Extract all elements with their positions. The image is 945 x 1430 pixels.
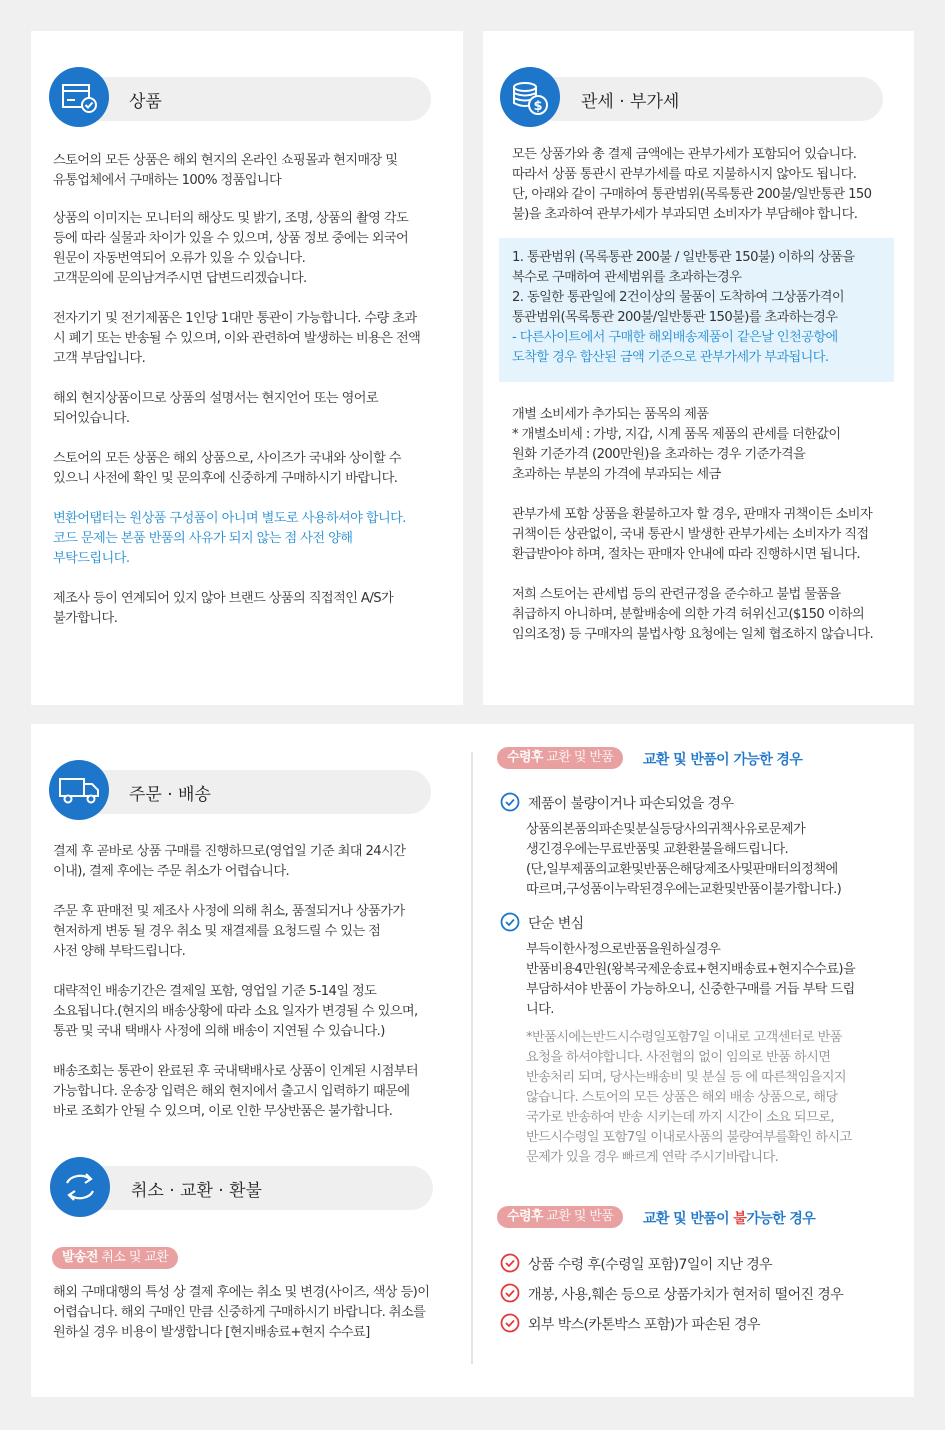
customs-card [483,31,914,705]
cancel-header [83,1166,433,1210]
after-receipt-pill-2-text: 교환 및 반품 [542,1209,614,1224]
product-text-5: 스토어의 모든 상품은 해외 상품으로, 사이즈가 국내와 상이할 수 있으니 사전에 확인 및 문의후에 신중하게 구매하시기 바랍니다. [53,451,401,486]
coins-dollar-icon [500,67,560,127]
order-title: 주문 · 배송 [129,785,211,805]
customs-text-3: 관부가세 포함 상품을 환불하고자 할 경우, 판매자 귀책이든 소비자 귀책이든 상관없이, 국내 통관시 발생한 관부가세는 소비자가 직접 환급받아야 하며, 절차는 판매자 안내에 따라 진행하시면 됩니다. [512,507,873,562]
before-shipping-pill-text: 취소 및 교환 [97,1250,169,1265]
customs-note-box [499,238,894,382]
order-text-3: 대략적인 배송기간은 결제일 포함, 영업일 기준 5-14일 정도 소요됩니다.(현지의 배송상황에 따라 소요 일자가 변경될 수 있으며, 통관 및 국내 택배사 사정에 의해 배송이 지연될 수 있습니다.) [53,984,418,1039]
after-receipt-pill-1-text: 교환 및 반품 [542,750,614,765]
return-impossible-red: 불 [733,1211,747,1227]
svg-text:$: $ [533,99,543,114]
after-receipt-pill-1-bold: 수령후 [507,750,543,765]
product-text-1: 스토어의 모든 상품은 해외 현지의 온라인 쇼핑몰과 현지매장 및 유통업체에서 구매하는 100% 정품입니다 [53,153,398,188]
return-impossible-post: 가능한 경우 [746,1211,816,1227]
customs-text-1: 모든 상품가와 총 결제 금액에는 관부가세가 포함되어 있습니다. 따라서 상품 통관시 관부가세를 따로 지불하시지 않아도 됩니다. 단, 아래와 같이 구매하여 통관범위(목록통관 200불/일반통관 150 불)을 초과하여 관부가세가 부과되면 소비자가 부담해야 합니다. [512,147,872,222]
before-shipping-pill-bold: 발송전 [62,1250,98,1265]
non-return-case-2: 개봉, 사용,훼손 등으로 상품가치가 현저히 떨어진 경우 [528,1287,844,1303]
after-receipt-pill-1 [497,747,623,769]
product-text-4: 해외 현지상품이므로 상품의 설명서는 현지언어 또는 영어로 되어있습니다. [53,391,379,426]
order-text-2: 주문 후 판매전 및 제조사 사정에 의해 취소, 품절되거나 상품가가 현저하게 변동 될 경우 취소 및 재결제를 요청드릴 수 있는 점 사전 양해 부탁드립니다. [53,904,405,959]
order-text-1: 결제 후 곧바로 상품 구매를 진행하므로(영업일 기준 최대 24시간 이내), 결제 후에는 주문 취소가 어렵습니다. [53,844,406,879]
return-impossible-pre: 교환 및 반품이 [643,1211,734,1227]
product-card [31,31,463,705]
check-circle-icon [500,912,520,932]
return-possible-caption: 교환 및 반품이 가능한 경우 [643,752,803,768]
return-policy-note: *반품시에는반드시수령일포함7일 이내로 고객센터로 반품 요청을 하셔야합니다. 사전협의 없이 임의로 반품 하시면 반송처리 되며, 당사는배송비 및 분실 등 에 따른책임을지지 않습니다. 스토어의 모든 상품은 해외 배송 상품으로, 해당 국가로 반송하여 반송 시키는데 까지 시간이 소요 되므로, 반드시수령일 포함7일 이내로사품의 불량여부를확인 하시고 문제가 있을 경우 빠르게 연락 주시기바랍니다. [526,1030,852,1165]
after-receipt-pill-2 [497,1206,623,1228]
before-shipping-pill [52,1247,178,1269]
customs-text-4: 저희 스토어는 관세법 등의 관련규정을 준수하고 불법 물품을 취급하지 아니하며, 분할배송에 의한 가격 허위신고($150 이하의 임의조정) 등 구매자의 불법사항 요청에는 일체 협조하지 않습니다. [512,587,874,642]
customs-note-text: 1. 통관범위 (목록통관 200불 / 일반통관 150불) 이하의 상품을 복수로 구매하여 관세범위를 초과하는경우 2. 동일한 통관일에 2건이상의 물품이 도착하여 그상품가격이 통관범위(목록통관 200불/일반통관 150불)를 초과하는경우 [512,250,855,325]
change-of-mind-title: 단순 변심 [528,916,584,932]
check-circle-red-icon [500,1313,520,1333]
order-header [81,770,431,814]
product-header [81,77,431,121]
check-circle-red-icon [500,1253,520,1273]
product-text-7: 제조사 등이 연계되어 있지 않아 브랜드 상품의 직접적인 A/S가 불가합니다. [53,591,394,626]
change-of-mind-text: 부득이한사정으로반품을원하실경우 반품비용4만원(왕복국제운송료+현지배송료+현지수수료)을 부담하셔야 반품이 가능하오니, 신중한구매를 거듭 부탁 드립 니다. [526,942,856,1017]
product-title: 상품 [129,92,162,112]
return-impossible-caption [643,1208,815,1228]
product-text-3: 전자기기 및 전기제품은 1인당 1대만 통관이 가능합니다. 수량 초과 시 폐기 또는 반송될 수 있으며, 이와 관련하여 발생하는 비용은 전액 고객 부담입니다. [53,311,421,366]
non-return-case-3: 외부 박스(카톤박스 포함)가 파손된 경우 [528,1317,760,1333]
customs-text-2: 개별 소비세가 추가되는 품목의 제품 * 개별소비세 : 가방, 지갑, 시계 품목 제품의 관세를 더한값이 원화 기준가격 (200만원)을 초과하는 경우 기준가격을 초과하는 부분의 가격에 부과되는 세금 [512,407,841,482]
customs-header [533,77,883,121]
check-circle-icon [500,792,520,812]
cancel-title: 취소 · 교환 · 환불 [131,1181,262,1201]
non-return-case-1: 상품 수령 후(수령일 포함)7일이 지난 경우 [528,1257,773,1273]
order-text-4: 배송조회는 통관이 완료된 후 국내택배사로 상품이 인계된 시점부터 가능합니다. 운송장 입력은 해외 현지에서 출고시 입력하기 때문에 바로 조회가 안될 수 있으며, 이로 인한 무상반품은 불가합니다. [53,1064,419,1119]
column-divider [471,752,473,1364]
adapter-notice: 변환어탭터는 원상품 구성품이 아니며 별도로 사용하셔야 합니다. 코드 문제는 본품 반품의 사유가 되지 않는 점 사전 양해 부탁드립니다. [53,511,406,566]
truck-icon [49,760,109,820]
defect-case-title: 제품이 불량이거나 파손되었을 경우 [528,796,734,812]
defect-case-text: 상품의본품의파손및분실등당사의귀책사유로문제가 생긴경우에는무료반품및 교환환불을해드립니다. (단,일부제품의교환및반품은해당제조사및판매터의정책에 따르며,구성품이누락된경우에는교환및반품이불가합니다.) [526,822,842,897]
product-text-2: 상품의 이미지는 모니터의 해상도 및 밝기, 조명, 상품의 촬영 각도 등에 따라 실물과 차이가 있을 수 있으며, 상품 정보 중에는 외국어 원문이 자동번역되어 오류가 있을 수 있습니다. 고객문의에 문의남겨주시면 답변드리겠습니다. [53,211,409,286]
box-check-icon [49,67,109,127]
cancel-text: 해외 구매대행의 특성 상 결제 후에는 취소 및 변경(사이즈, 색상 등)이 어렵습니다. 해외 구매인 만큼 신중하게 구매하시기 바랍니다. 취소를 원하실 경우 비용이 발생합니다 [현지배송료+현지 수수료] [53,1285,430,1340]
check-circle-red-icon [500,1283,520,1303]
refresh-arrows-icon [50,1157,110,1217]
customs-note-warning: - 다른사이트에서 구매한 해외배송제품이 같은날 인천공항에 도착할 경우 합산된 금액 기준으로 관부가세가 부과됩니다. [512,330,838,365]
customs-title: 관세 · 부가세 [581,92,680,112]
after-receipt-pill-2-bold: 수령후 [507,1209,543,1224]
